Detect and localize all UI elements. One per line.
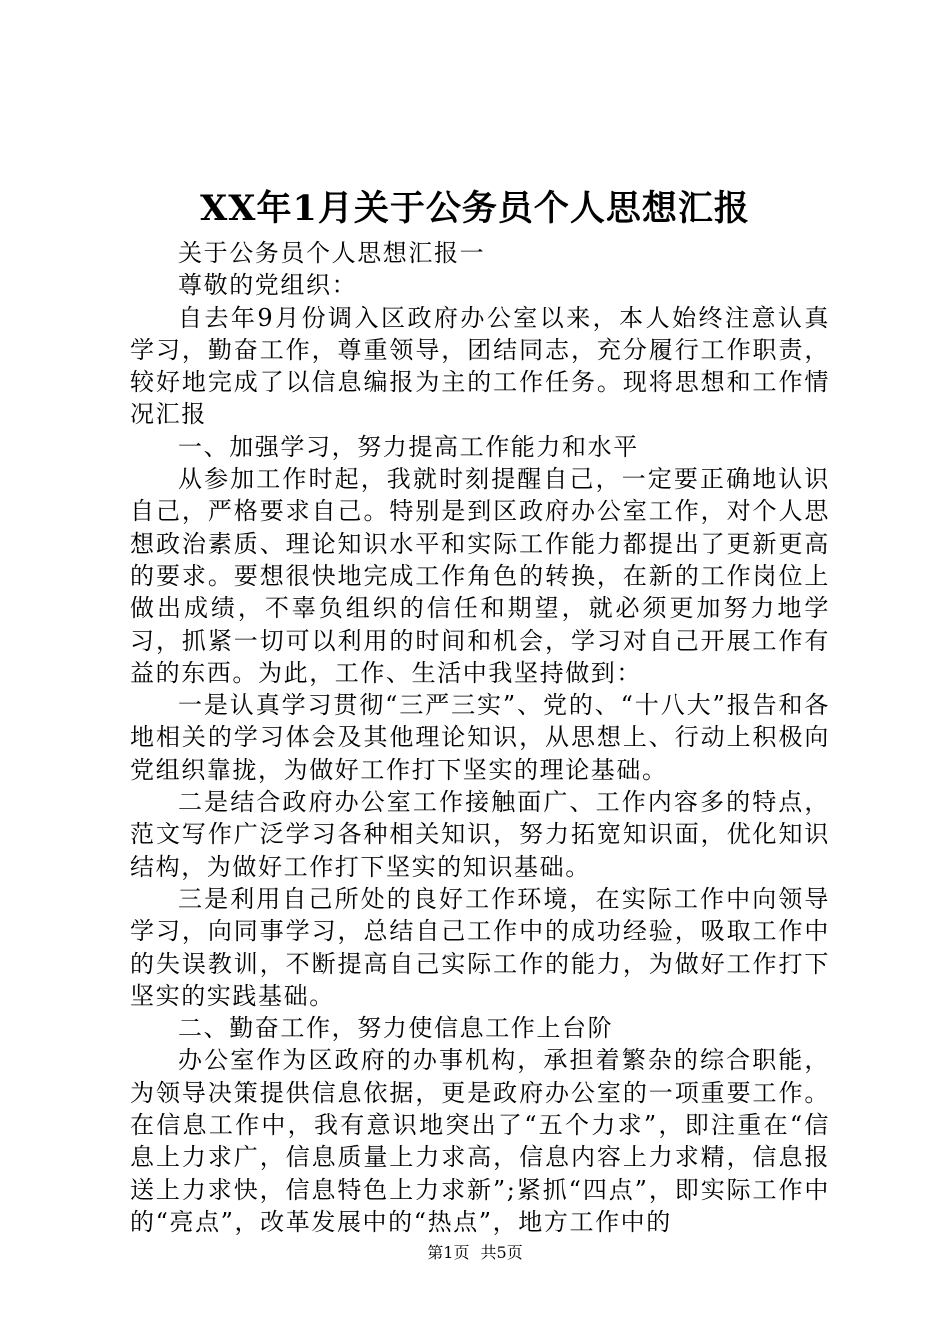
paragraph-intro: 自去年9月份调入区政府办公室以来，本人始终注意认真学习，勤奋工作，尊重领导，团结同志，充分履行工作职责，较好地完成了以信息编报为主的工作任务。现将思想和工作情况汇报 — [130, 303, 830, 429]
paragraph-section-1-heading: 一、加强学习，努力提高工作能力和水平 — [178, 432, 639, 461]
page-number: 第1页 — [427, 1243, 470, 1262]
paragraph-section-1-body: 从参加工作时起，我就时刻提醒自己，一定要正确地认识自己，严格要求自己。特别是到区政府办公室工作，对个人思想政治素质、理论知识水平和实际工作能力都提出了更新更高的要求。要想很快地完成工作角色的转换，在新的工作岗位上做出成绩，不辜负组织的信任和期望，就必须更加努力地学习，抓紧一切可以利用的时间和机会，学习对自己开展工作有益的东西。为此，工作、生活中我坚持做到： — [130, 465, 830, 687]
paragraph-section-2-heading: 二、勤奋工作，努力使信息工作上台阶 — [178, 1014, 614, 1043]
page-total: 共5页 — [480, 1243, 523, 1262]
paragraph-heading-1: 关于公务员个人思想汇报一 — [178, 239, 486, 267]
paragraph-point-2: 二是结合政府办公室工作接触面广、工作内容多的特点，范文写作广泛学习各种相关知识，努力拓宽知识面，优化知识结构，为做好工作打下坚实的知识基础。 — [130, 788, 830, 881]
document-body — [130, 237, 830, 1238]
paragraph-point-3: 三是利用自己所处的良好工作环境，在实际工作中向领导学习，向同事学习，总结自己工作中的成功经验，吸取工作中的失误教训，不断提高自己实际工作的能力，为做好工作打下坚实的实践基础。 — [130, 884, 830, 1010]
paragraph-section-2-body: 办公室作为区政府的办事机构，承担着繁杂的综合职能，为领导决策提供信息依据，更是政府办公室的一项重要工作。在信息工作中，我有意识地突出了“五个力求”，即注重在“信息上力求广，信息质量上力求高，信息内容上力求精，信息报送上力求快，信息特色上力求新”;紧抓“四点”，即实际工作中的“亮点”，改革发展中的“热点”，地方工作中的 — [130, 1046, 830, 1236]
page-footer — [0, 1243, 950, 1263]
document-title: XX年1月关于公务员个人思想汇报 — [200, 188, 750, 229]
paragraph-point-1: 一是认真学习贯彻“三严三实”、党的、“十八大”报告和各地相关的学习体会及其他理论知识，从思想上、行动上积极向党组织靠拢，为做好工作打下坚实的理论基础。 — [130, 691, 830, 784]
paragraph-salutation: 尊敬的党组织： — [178, 271, 358, 300]
